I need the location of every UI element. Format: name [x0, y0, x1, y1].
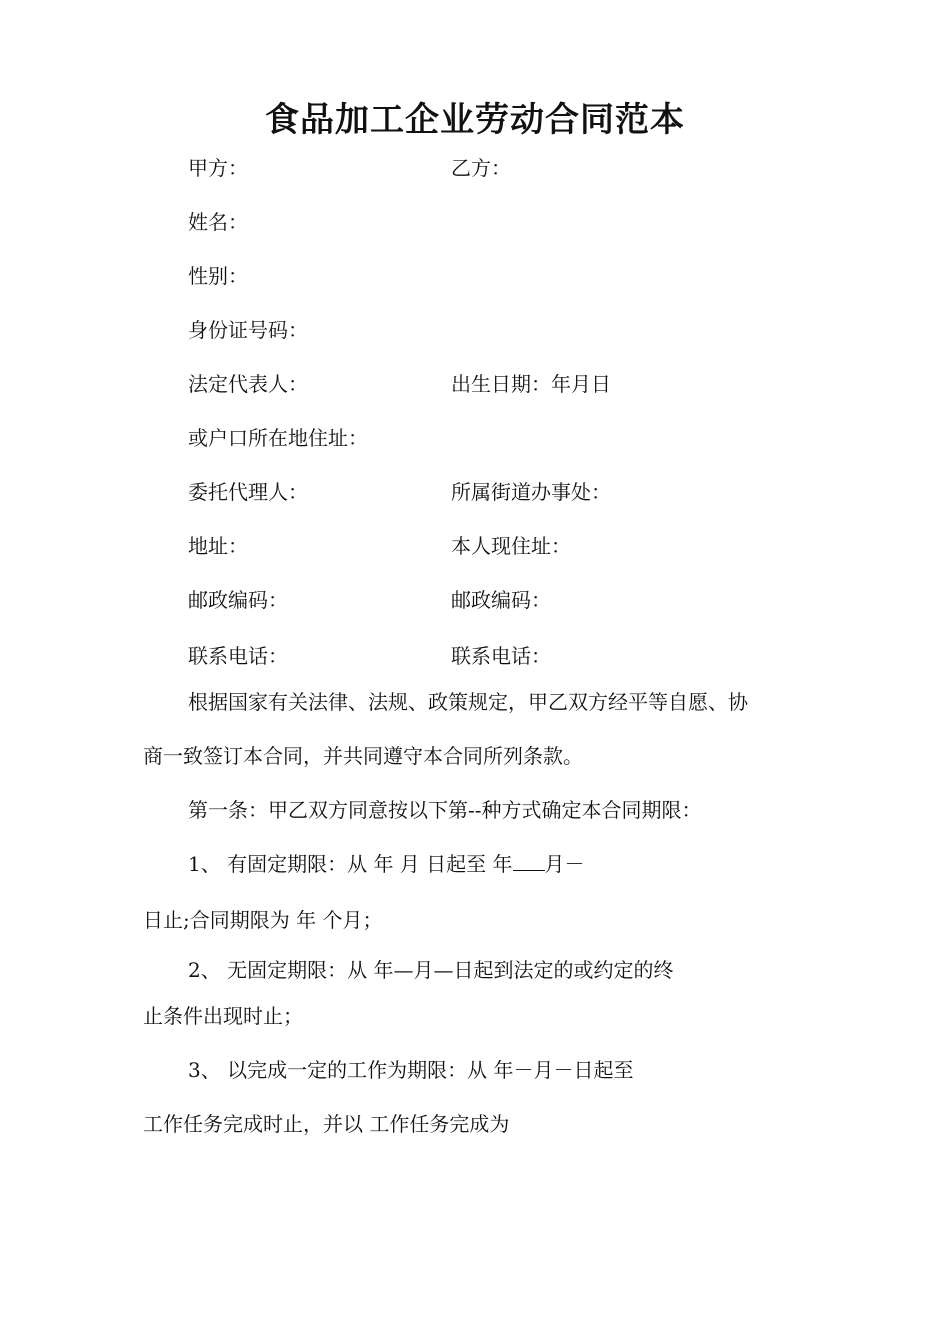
birth-date-label: 出生日期：年月日	[451, 372, 611, 396]
gender-label: 性别：	[188, 264, 248, 288]
agent-label: 委托代理人：	[188, 480, 308, 504]
current-address-label: 本人现住址：	[451, 534, 571, 558]
fill-in-blank	[513, 850, 545, 871]
postcode-a-label: 邮政编码：	[188, 588, 288, 612]
party-a-label: 甲方：	[188, 156, 248, 180]
preamble-line-2: 商一致签订本合同，并共同遵守本合同所列条款。	[143, 744, 583, 768]
name-label: 姓名：	[188, 210, 248, 234]
item-1-text-before-blank: 1、 有固定期限：从 年 月 日起至 年	[188, 852, 513, 876]
article-1-item-1-line-2: 日止;合同期限为 年 个月；	[143, 908, 383, 932]
document-title: 食品加工企业劳动合同范本	[265, 100, 685, 140]
address-label: 地址：	[188, 534, 248, 558]
phone-a-label: 联系电话：	[188, 644, 288, 668]
street-office-label: 所属街道办事处：	[451, 480, 611, 504]
item-1-text-after-blank: 月－	[544, 852, 585, 876]
article-1-item-2-line-2: 止条件出现时止；	[143, 1004, 303, 1028]
legal-rep-label: 法定代表人：	[188, 372, 308, 396]
preamble-line-1: 根据国家有关法律、法规、政策规定，甲乙双方经平等自愿、协	[188, 690, 748, 714]
article-1-item-3-line-2: 工作任务完成时止，并以 工作任务完成为	[143, 1112, 510, 1136]
phone-b-label: 联系电话：	[451, 644, 551, 668]
article-1-heading: 第一条：甲乙双方同意按以下第--种方式确定本合同期限：	[188, 798, 702, 822]
article-1-item-1-line-1	[188, 850, 585, 878]
article-1-item-3-line-1: 3、 以完成一定的工作为期限：从 年－月－日起至	[188, 1058, 634, 1082]
article-1-item-2-line-1: 2、 无固定期限：从 年—月—日起到法定的或约定的终	[188, 958, 674, 982]
household-address-label: 或户口所在地住址：	[188, 426, 368, 450]
postcode-b-label: 邮政编码：	[451, 588, 551, 612]
id-number-label: 身份证号码：	[188, 318, 308, 342]
party-b-label: 乙方：	[451, 156, 511, 180]
